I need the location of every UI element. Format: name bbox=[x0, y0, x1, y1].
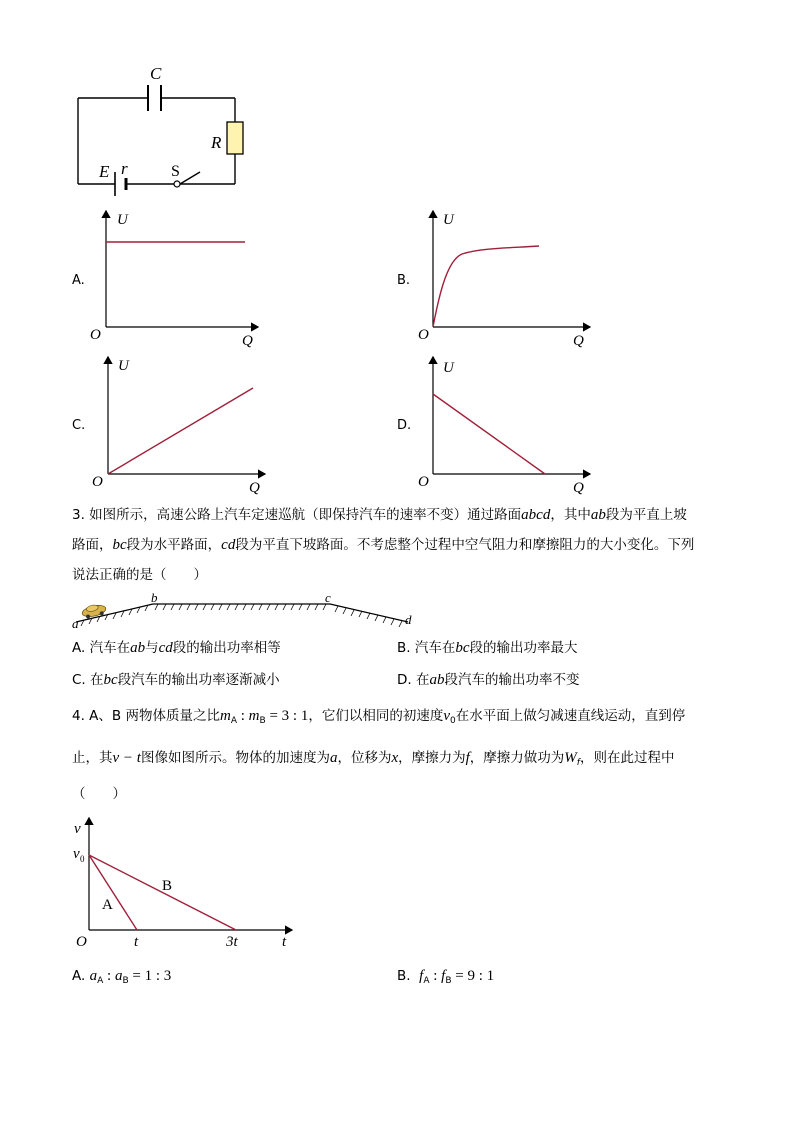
internal-resistance-label: r bbox=[121, 159, 128, 178]
svg-text:Q: Q bbox=[573, 333, 584, 349]
svg-text:U: U bbox=[117, 212, 128, 228]
q4-line3: （ ） bbox=[72, 786, 126, 802]
svg-text:v: v bbox=[74, 821, 81, 837]
svg-text:v: v bbox=[73, 846, 80, 862]
option-b-label[interactable]: B. bbox=[397, 273, 411, 288]
svg-text:B: B bbox=[162, 878, 173, 894]
road-label-b: b bbox=[151, 590, 158, 605]
resistor-label: R bbox=[211, 133, 222, 152]
road-label-a: a bbox=[72, 616, 79, 631]
svg-text:Q: Q bbox=[242, 333, 253, 349]
svg-text:3t: 3t bbox=[226, 934, 238, 950]
svg-text:O: O bbox=[418, 474, 429, 490]
svg-text:0: 0 bbox=[80, 854, 85, 864]
svg-text:t: t bbox=[134, 934, 139, 950]
option-c-label[interactable]: C. bbox=[72, 418, 86, 433]
svg-text:O: O bbox=[76, 934, 87, 950]
capacitor-label: C bbox=[150, 64, 162, 83]
svg-text:t: t bbox=[282, 934, 287, 950]
q4-line1: 4. A、B 两物体质量之比$m_A$ : $m_B = 3$ : 1，它们以相同的初速度$v_0$在水平面上做匀减速直线运动，直到停 bbox=[72, 708, 686, 726]
q3-line3: 说法正确的是（ ） bbox=[72, 567, 207, 583]
svg-text:O: O bbox=[92, 474, 103, 490]
q4-option-a[interactable]: A. $a_A$ : $a_B = 1$ : 3 bbox=[72, 968, 172, 986]
q4-line2: 止，其v − t图像如图所示。物体的加速度为a，位移为x，摩擦力为f，摩擦力做功为$W_f$，则在此过程中 bbox=[72, 750, 675, 768]
svg-text:U: U bbox=[443, 212, 454, 228]
svg-text:U: U bbox=[118, 358, 129, 374]
svg-text:Q: Q bbox=[249, 480, 260, 496]
svg-text:O: O bbox=[418, 327, 429, 343]
option-a-label[interactable]: A. bbox=[72, 273, 85, 288]
q3-option-d[interactable]: D. 在ab段汽车的输出功率不变 bbox=[397, 672, 580, 688]
emf-label: E bbox=[99, 162, 110, 181]
svg-text:O: O bbox=[90, 327, 101, 343]
q3-option-c[interactable]: C. 在bc段汽车的输出功率逐渐减小 bbox=[72, 672, 280, 688]
q4-option-b[interactable]: B. $f_A$ : $f_B = 9$ : 1 bbox=[397, 968, 495, 986]
q3-option-b[interactable]: B. 汽车在bc段的输出功率最大 bbox=[397, 640, 578, 656]
road-label-d: d bbox=[405, 612, 412, 627]
svg-text:A: A bbox=[102, 897, 113, 913]
q3-option-a[interactable]: A. 汽车在ab与cd段的输出功率相等 bbox=[72, 640, 281, 656]
q3-line2: 路面，bc段为水平路面，cd段为平直下坡路面。不考虑整个过程中空气阻力和摩擦阻力的大小变化。下列 bbox=[72, 537, 695, 553]
option-d-label[interactable]: D. bbox=[397, 418, 412, 433]
svg-text:U: U bbox=[443, 360, 454, 376]
switch-label: S bbox=[171, 163, 180, 180]
line-a bbox=[89, 855, 137, 930]
q3-line1: 3. 如图所示，高速公路上汽车定速巡航（即保持汽车的速率不变）通过路面abcd，其中ab段为平直上坡 bbox=[72, 507, 687, 523]
svg-text:Q: Q bbox=[573, 480, 584, 496]
road-label-c: c bbox=[325, 590, 331, 605]
